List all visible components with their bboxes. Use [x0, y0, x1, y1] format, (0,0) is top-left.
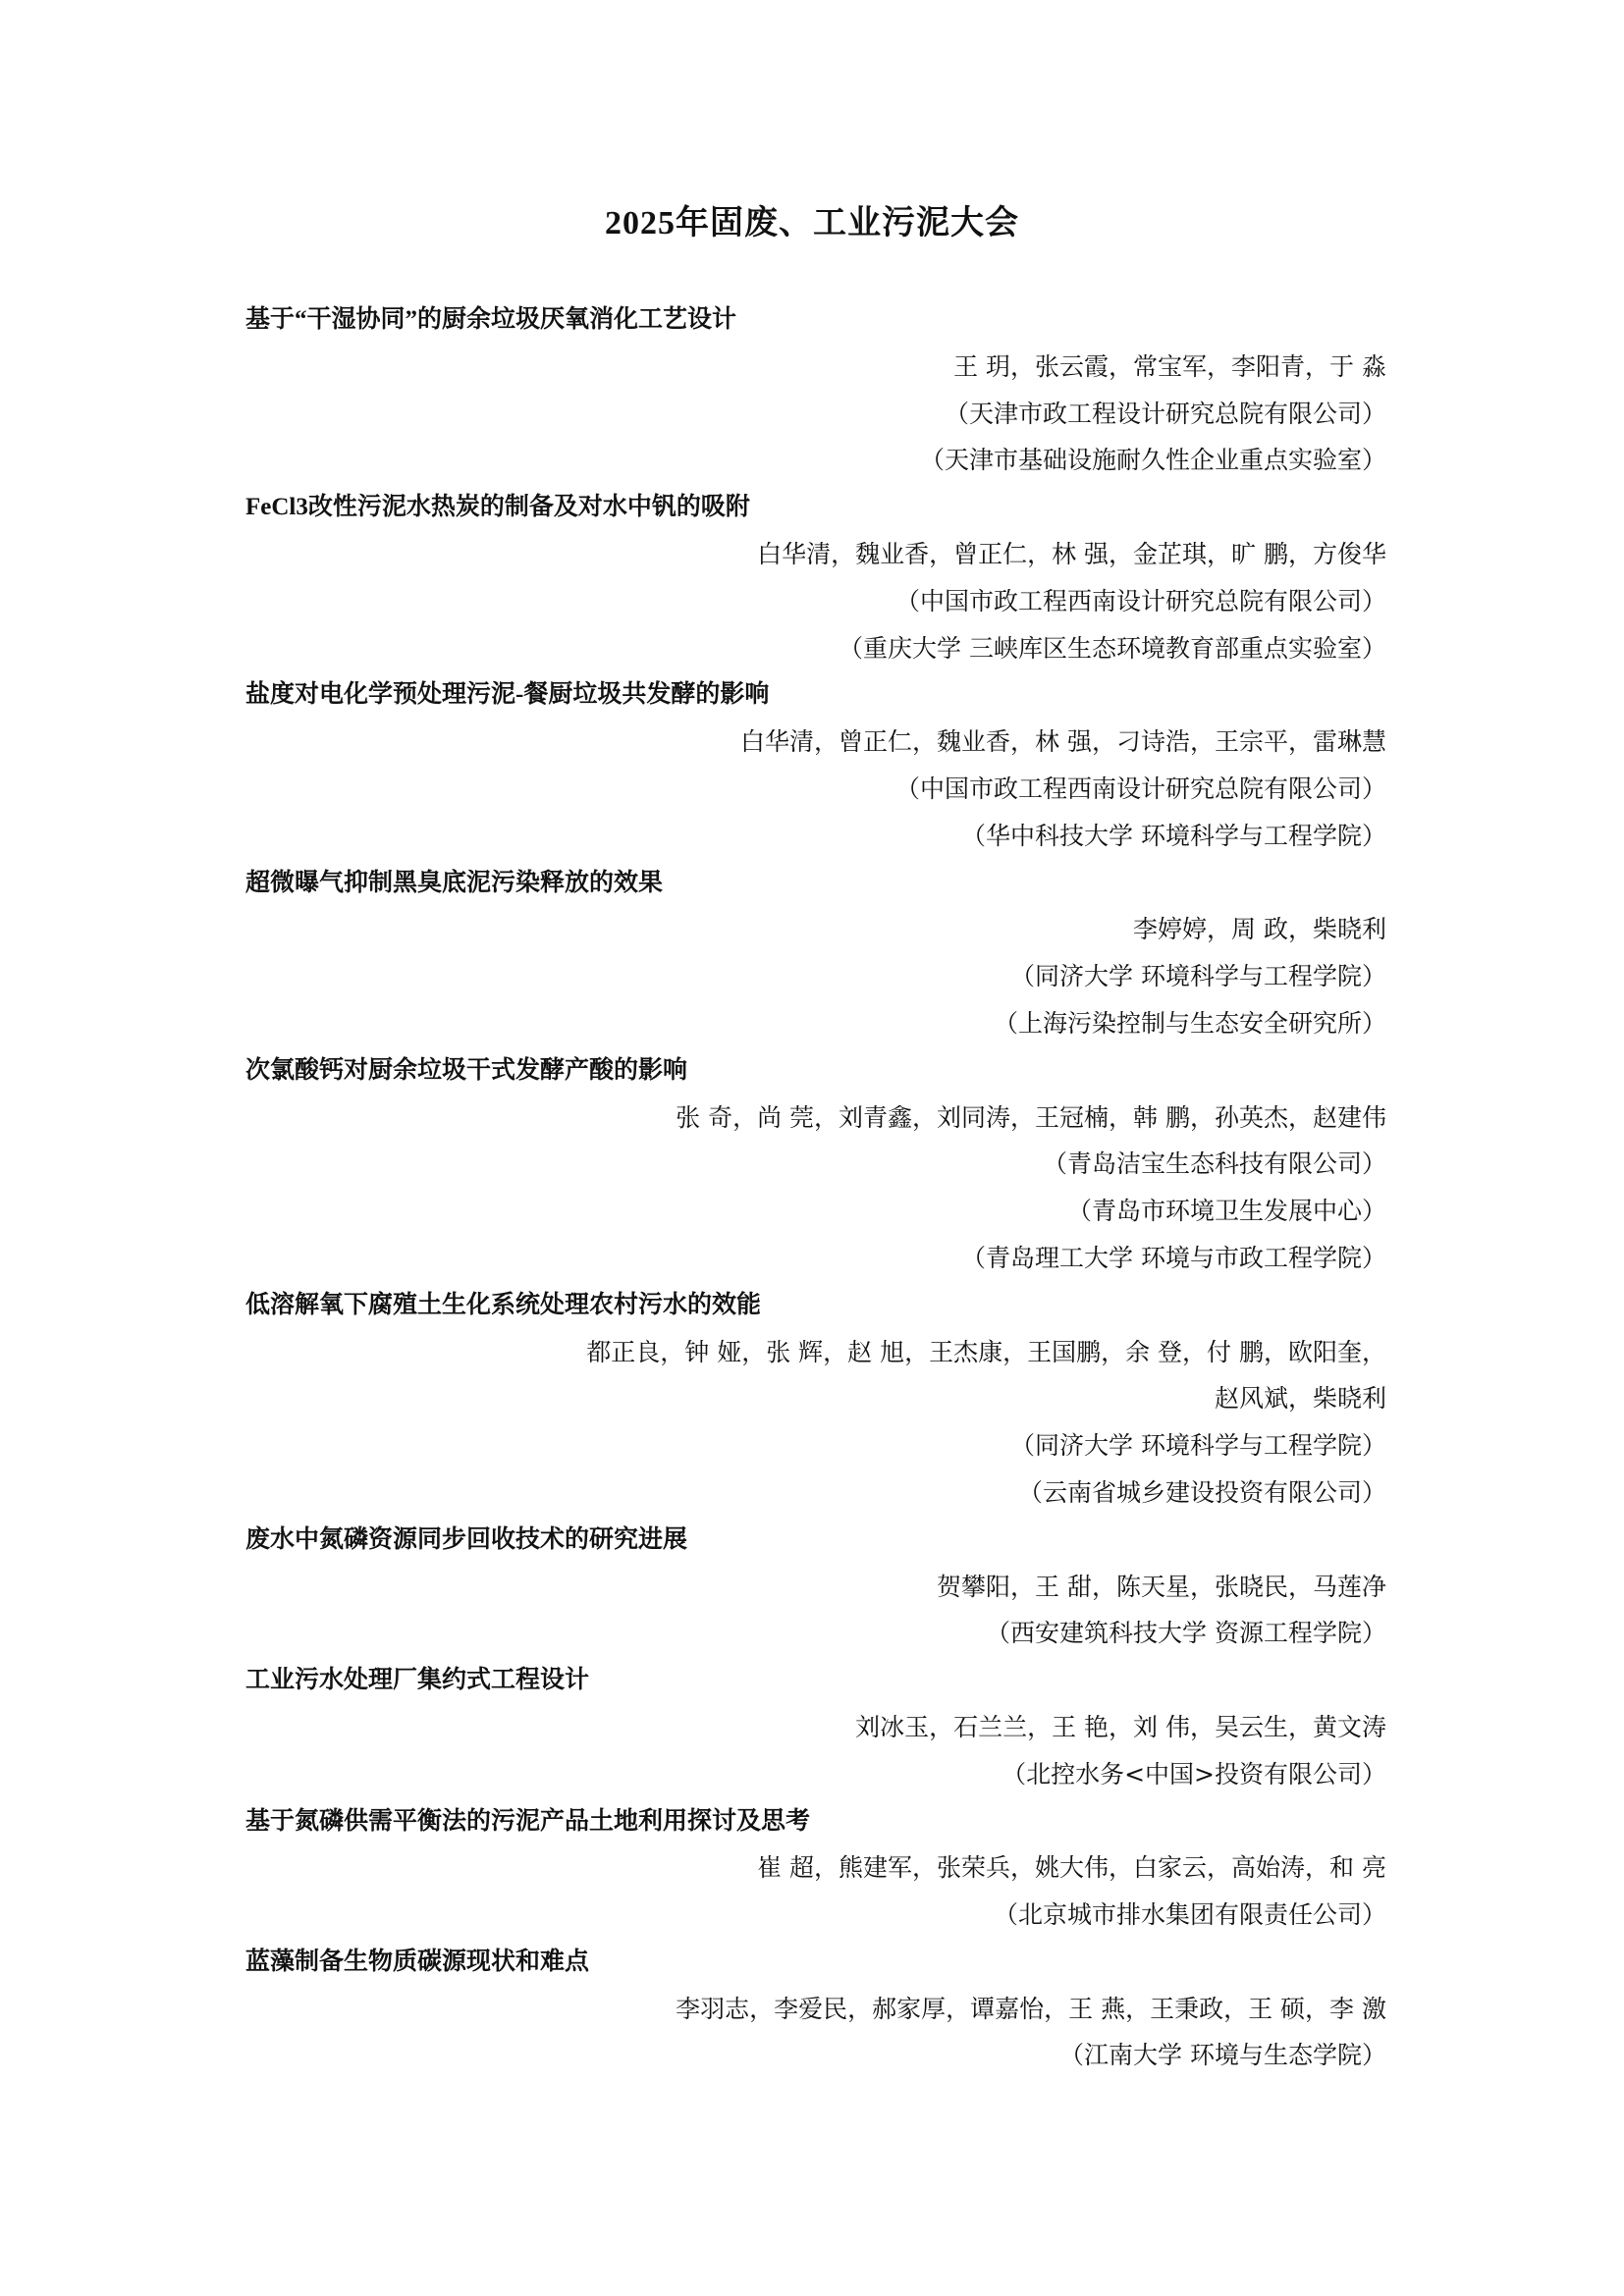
paper-authors: 崔 超，熊建军，张荣兵，姚大伟，白家云，高始涛，和 亮 — [757, 1853, 1386, 1883]
paper-authors: 刘冰玉，石兰兰，王 艳，刘 伟，吴云生，黄文涛 — [855, 1712, 1386, 1741]
page-title: 2025年固废、工业污泥大会 — [605, 205, 1019, 241]
paper-affiliation: （青岛市环境卫生发展中心） — [1066, 1197, 1386, 1226]
paper-title: 废水中氮磷资源同步回收技术的研究进展 — [245, 1525, 688, 1553]
paper-entry — [245, 1939, 1386, 2079]
paper-title: 工业污水处理厂集约式工程设计 — [245, 1667, 590, 1694]
paper-authors: 贺攀阳，王 甜，陈天星，张晓民，马莲净 — [937, 1572, 1386, 1601]
paper-title: 低溶解氧下腐殖土生化系统处理农村污水的效能 — [245, 1291, 762, 1318]
paper-affiliation: （西安建筑科技大学 资源工程学院） — [986, 1619, 1386, 1648]
paper-entry — [245, 1517, 1386, 1657]
paper-entry — [245, 671, 1386, 859]
paper-affiliation: （同济大学 环境科学与工程学院） — [1010, 962, 1386, 991]
paper-entry — [245, 1657, 1386, 1797]
paper-title: FeCl3改性污泥水热炭的制备及对水中钒的吸附 — [245, 494, 750, 521]
paper-title: 盐度对电化学预处理污泥-餐厨垃圾共发酵的影响 — [245, 681, 770, 709]
paper-entry — [245, 860, 1386, 1047]
paper-affiliation: （上海污染控制与生态安全研究所） — [993, 1008, 1386, 1038]
paper-authors: 王 玥，张云霞，常宝军，李阳青，于 淼 — [953, 351, 1386, 381]
paper-affiliation: （天津市基础设施耐久性企业重点实验室） — [919, 446, 1386, 475]
paper-entry — [245, 1047, 1386, 1282]
paper-title: 蓝藻制备生物质碳源现状和难点 — [245, 1948, 590, 1975]
paper-affiliation: （青岛理工大学 环境与市政工程学院） — [961, 1243, 1386, 1272]
paper-affiliation: （同济大学 环境科学与工程学院） — [1010, 1431, 1386, 1461]
paper-title: 超微曝气抑制黑臭底泥污染释放的效果 — [245, 869, 664, 896]
paper-authors: 李羽志，李爱民，郝家厚，谭嘉怡，王 燕，王秉政，王 硕，李 激 — [676, 1994, 1386, 2023]
paper-authors: 白华清，魏业香，曾正仁，林 强，金芷琪，旷 鹏，方俊华 — [757, 539, 1386, 568]
paper-affiliation: （天津市政工程设计研究总院有限公司） — [944, 399, 1386, 428]
paper-title: 次氯酸钙对厨余垃圾干式发酵产酸的影响 — [245, 1056, 688, 1084]
paper-authors: 张 奇，尚 莞，刘青鑫，刘同涛，王冠楠，韩 鹏，孙英杰，赵建伟 — [676, 1102, 1386, 1132]
paper-affiliation: （中国市政工程西南设计研究总院有限公司） — [894, 774, 1386, 803]
paper-affiliation: （北控水务<中国>投资有限公司） — [1001, 1759, 1386, 1789]
paper-authors: 白华清，曾正仁，魏业香，林 强，刁诗浩，王宗平，雷琳慧 — [740, 727, 1386, 757]
paper-authors: 李婷婷，周 政，柴晓利 — [1133, 915, 1386, 944]
paper-authors: 都正良，钟 娅，张 辉，赵 旭，王杰康，王国鹏，余 登，付 鹏，欧阳奎， — [586, 1337, 1386, 1366]
paper-entry — [245, 296, 1386, 484]
paper-affiliation: （青岛洁宝生态科技有限公司） — [1042, 1149, 1386, 1179]
paper-entry — [245, 1282, 1386, 1517]
paper-affiliation: （江南大学 环境与生态学院） — [1059, 2041, 1386, 2070]
paper-affiliation: （云南省城乡建设投资有限公司） — [1017, 1477, 1386, 1507]
paper-entry — [245, 484, 1386, 671]
paper-affiliation: （重庆大学 三峡库区生态环境教育部重点实验室） — [839, 633, 1386, 663]
paper-list — [245, 296, 1386, 2079]
paper-title: 基于氮磷供需平衡法的污泥产品土地利用探讨及思考 — [245, 1807, 811, 1835]
paper-authors: 赵风斌，柴晓利 — [1214, 1384, 1386, 1414]
paper-affiliation: （中国市政工程西南设计研究总院有限公司） — [894, 586, 1386, 615]
paper-entry — [245, 1798, 1386, 1939]
paper-title: 基于“干湿协同”的厨余垃圾厌氧消化工艺设计 — [245, 306, 737, 333]
paper-affiliation: （北京城市排水集团有限责任公司） — [993, 1900, 1386, 1930]
paper-affiliation: （华中科技大学 环境科学与工程学院） — [961, 821, 1386, 850]
